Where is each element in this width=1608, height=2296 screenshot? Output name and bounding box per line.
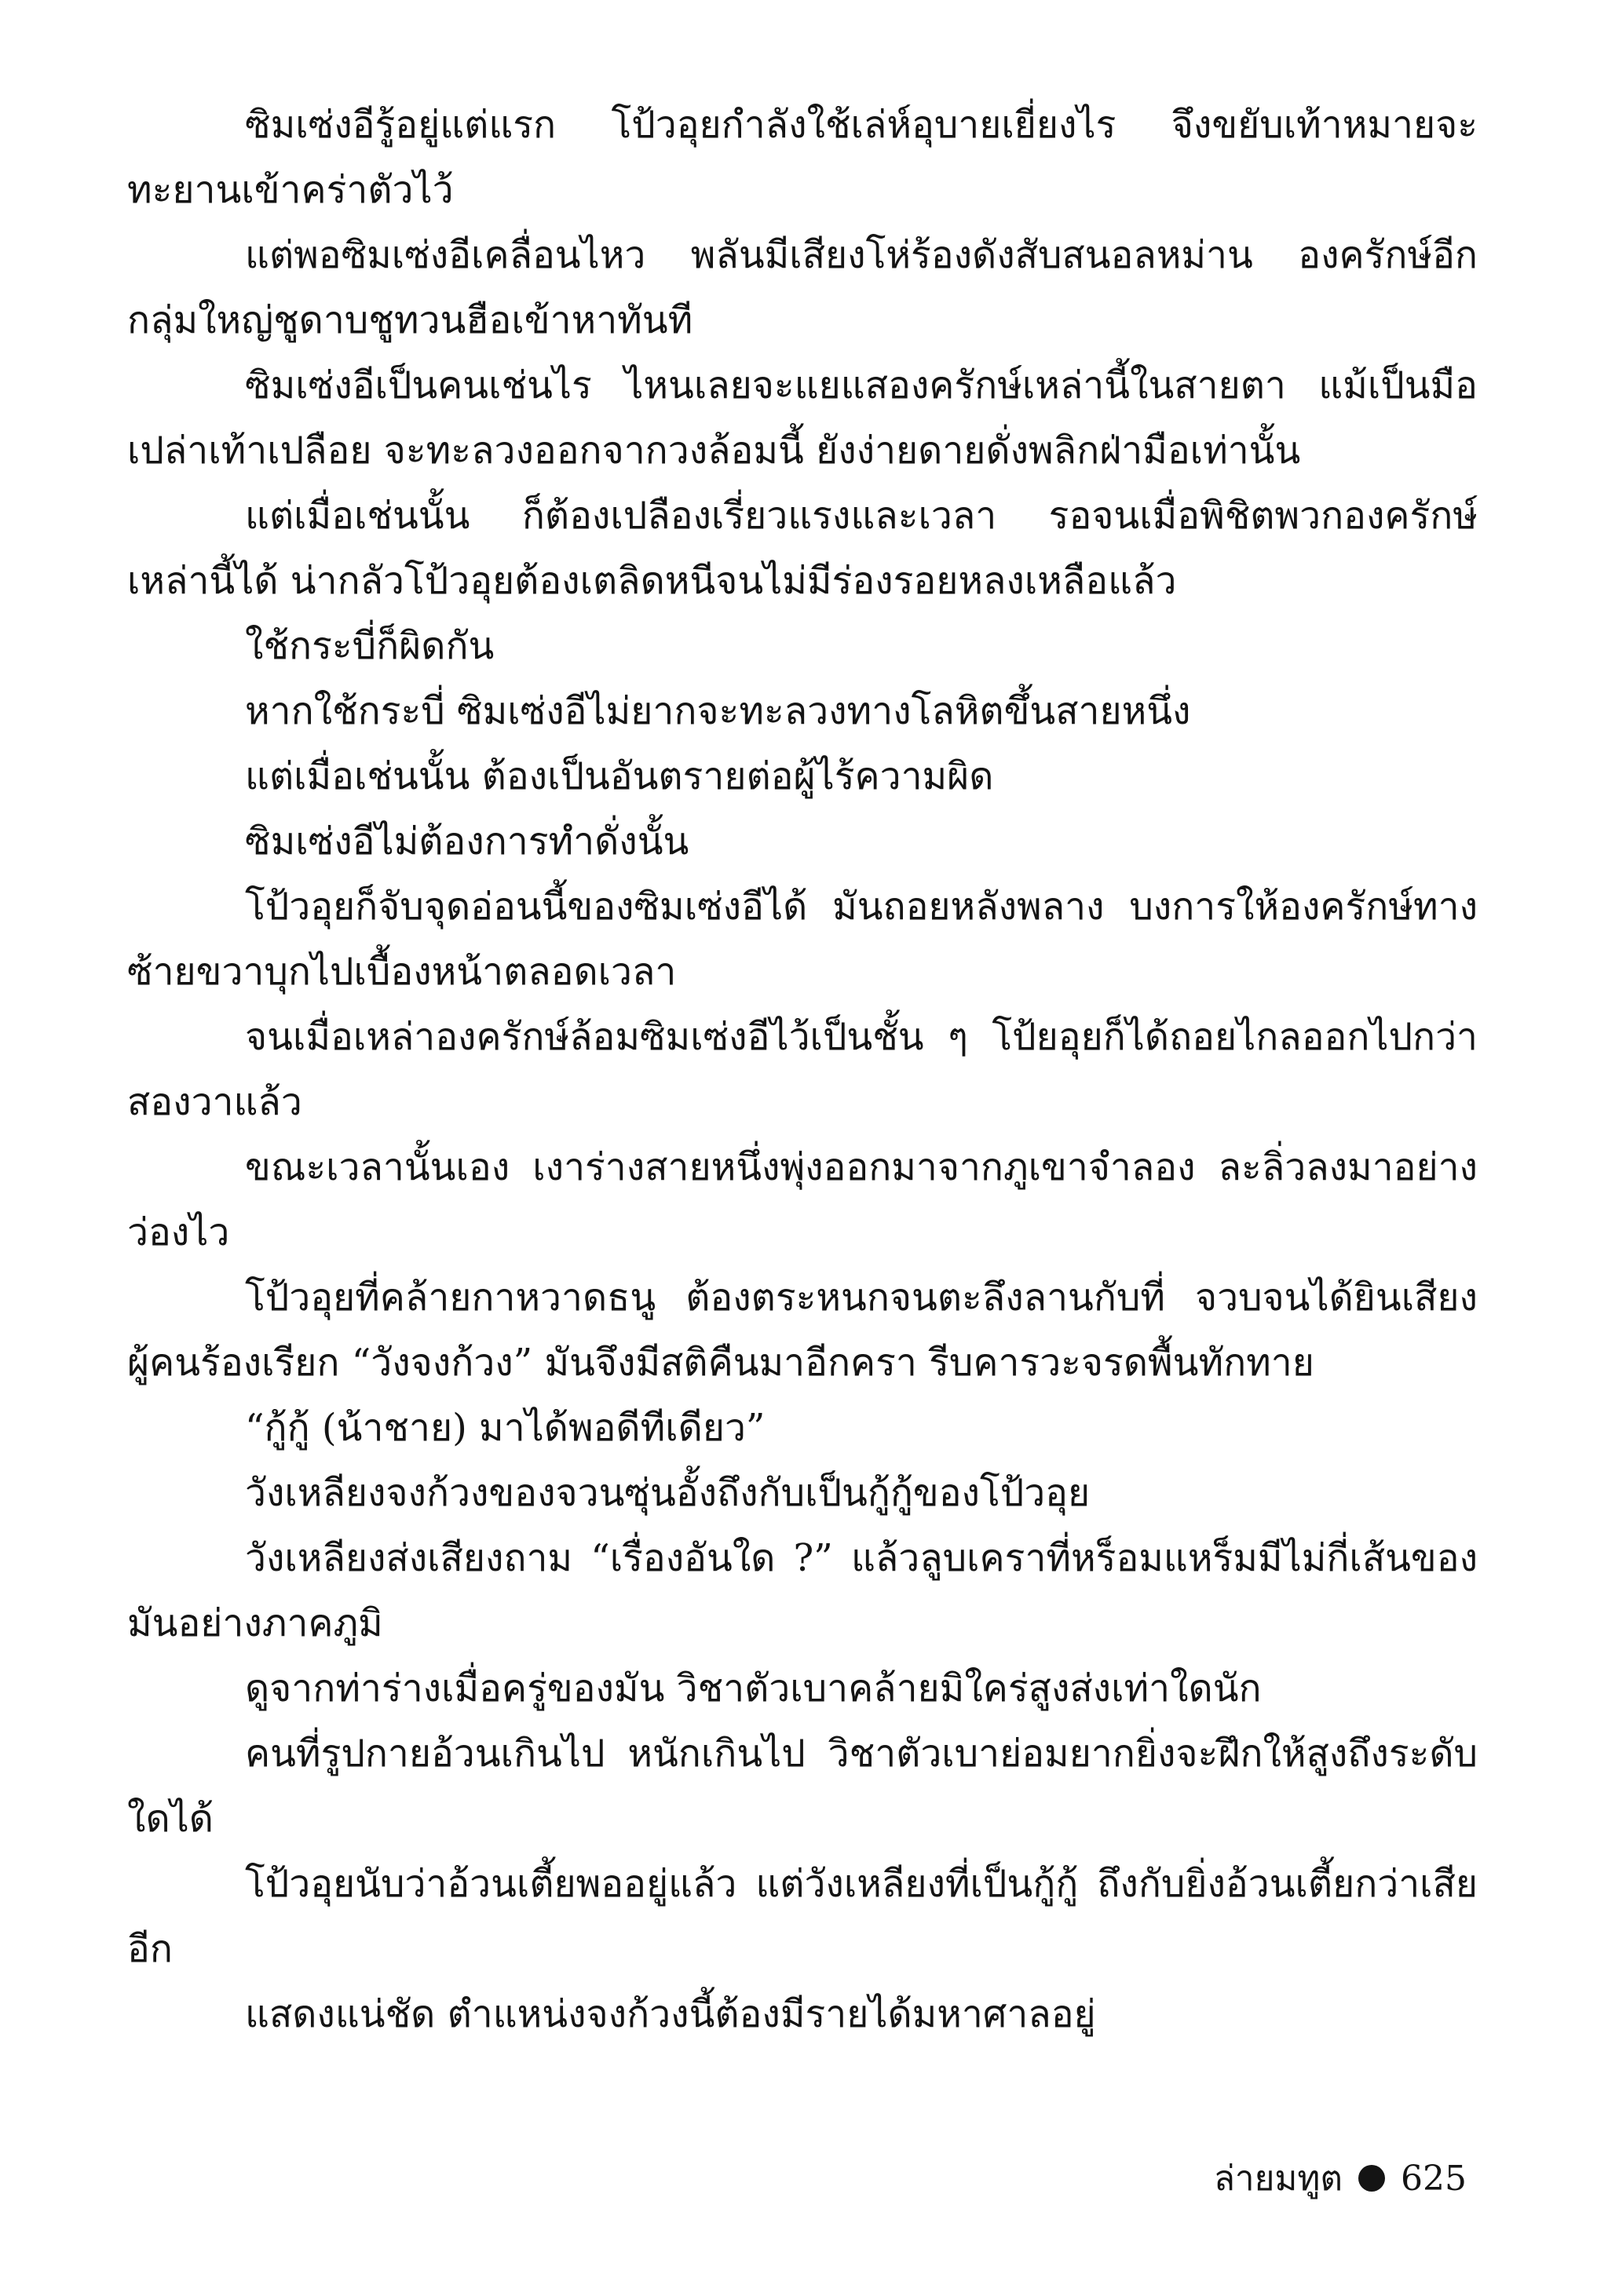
paragraph-16: ดูจากท่าร่างเมื่อครู่ของมัน วิชาตัวเบาคล้ายมิใคร่สูงส่งเท่าใดนัก [245,1666,1262,1710]
paragraph-18: โป้วอุยนับว่าอ้วนเตี้ยพออยู่แล้ว แต่วังเหลียงที่เป็นกู้กู้ ถึงกับยิ่งอ้วนเตี้ยกว่าเสียอีก [127,1862,1478,1971]
paragraph-4: แต่เมื่อเช่นนั้น ก็ต้องเปลืองเรี่ยวแรงและเวลา รอจนเมื่อพิชิตพวกองครักษ์เหล่านี้ได้ น่ากลัวโป้วอุยต้องเตลิดหนีจนไม่มีร่องรอยหลงเหลือแล้ว [127,494,1478,603]
page-number: 625 [1401,2158,1467,2199]
body-text [127,93,1478,2047]
paragraph-5: ใช้กระบี่ก็ผิดกัน [245,624,495,668]
page-footer [1214,2151,1467,2206]
paragraph-6: หากใช้กระบี่ ซิมเซ่งอีไม่ยากจะทะลวงทางโลหิตขึ้นสายหนึ่ง [245,689,1191,733]
paragraph-12: โป้วอุยที่คล้ายกาหวาดธนู ต้องตระหนกจนตะลึงลานกับที่ จวบจนได้ยินเสียงผู้คนร้องเรียก “วังจงก้วง” มันจึงมีสติคืนมาอีกครา รีบคารวะจรดพื้นทักทาย [127,1276,1478,1385]
paragraph-1: ซิมเซ่งอีรู้อยู่แต่แรก โป้วอุยกำลังใช้เล่ห์อุบายเยี่ยงไร จึงขยับเท้าหมายจะทะยานเข้าคร่าตัวไว้ [127,103,1478,212]
bullet-dot-icon [1358,2165,1385,2192]
paragraph-14: วังเหลียงจงก้วงของจวนซุ่นอั้งถึงกับเป็นกู้กู้ของโป้วอุย [245,1471,1091,1515]
paragraph-11: ขณะเวลานั้นเอง เงาร่างสายหนึ่งพุ่งออกมาจากภูเขาจำลอง ละลิ่วลงมาอย่างว่องไว [127,1145,1478,1254]
book-title: ล่ายมทูต [1213,2159,1343,2199]
paragraph-10: จนเมื่อเหล่าองครักษ์ล้อมซิมเซ่งอีไว้เป็นชั้น ๆ โป้ยอุยก็ได้ถอยไกลออกไปกว่าสองวาแล้ว [127,1015,1478,1124]
paragraph-7: แต่เมื่อเช่นนั้น ต้องเป็นอันตรายต่อผู้ไร้ความผิด [245,754,994,798]
paragraph-13: “กู้กู้ (น้าชาย) มาได้พอดีทีเดียว” [245,1406,766,1450]
paragraph-15: วังเหลียงส่งเสียงถาม “เรื่องอันใด ?” แล้วลูบเคราที่หร็อมแหร็มมีไม่กี่เส้นของมันอย่างภาคภูมิ [127,1536,1478,1645]
paragraph-19: แสดงแน่ชัด ตำแหน่งจงก้วงนี้ต้องมีรายได้มหาศาลอยู่ [245,1992,1096,2036]
paragraph-2: แต่พอซิมเซ่งอีเคลื่อนไหว พลันมีเสียงโห่ร้องดังสับสนอลหม่าน องครักษ์อีกกลุ่มใหญ่ชูดาบชูทวนฮือเข้าหาทันที [127,233,1478,342]
paragraph-3: ซิมเซ่งอีเป็นคนเช่นไร ไหนเลยจะแยแสองครักษ์เหล่านี้ในสายตา แม้เป็นมือเปล่าเท้าเปลือย จะทะลวงออกจากวงล้อมนี้ ยังง่ายดายดั่งพลิกฝ่ามือเท่านั้น [127,363,1478,473]
paragraph-8: ซิมเซ่งอีไม่ต้องการทำดั่งนั้น [245,819,689,863]
paragraph-17: คนที่รูปกายอ้วนเกินไป หนักเกินไป วิชาตัวเบาย่อมยากยิ่งจะฝึกให้สูงถึงระดับใดได้ [127,1732,1478,1841]
paragraph-9: โป้วอุยก็จับจุดอ่อนนี้ของซิมเซ่งอีได้ มันถอยหลังพลาง บงการให้องครักษ์ทางซ้ายขวาบุกไปเบื้องหน้าตลอดเวลา [127,885,1478,994]
